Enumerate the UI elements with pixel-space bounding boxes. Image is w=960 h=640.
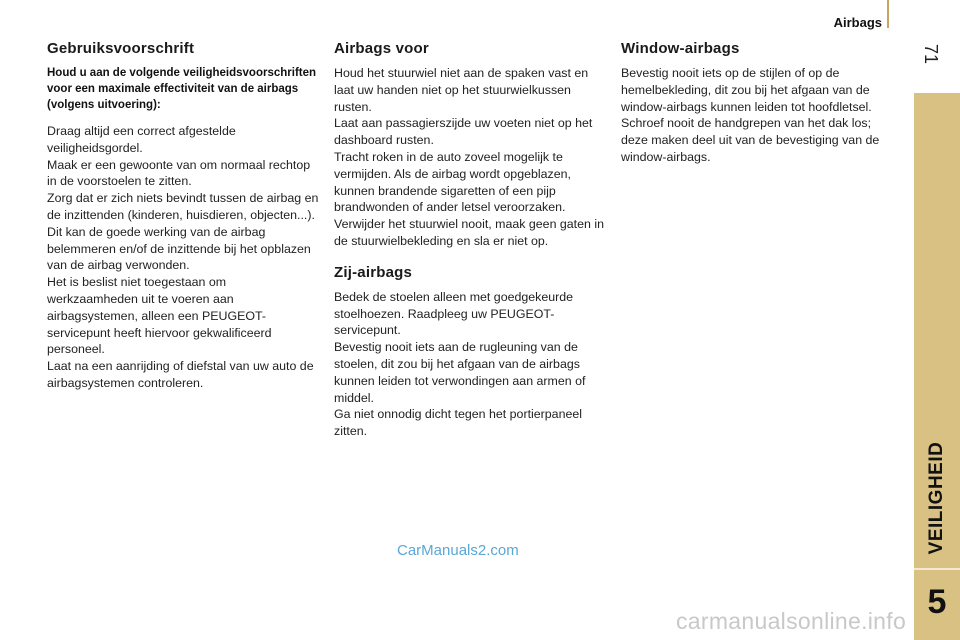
column-front-and-side-airbags	[334, 40, 606, 440]
section-header-title: Airbags	[833, 15, 882, 30]
chapter-number: 5	[927, 583, 947, 621]
side-airbags-heading: Zij-airbags	[334, 263, 413, 281]
section-gap	[334, 250, 606, 264]
paragraph-line: Schroef nooit de handgrepen van het dak los; deze maken deel uit van de bevestiging van de window-airbags.	[621, 116, 880, 164]
page-number: 71	[921, 43, 941, 65]
side-airbags-body	[334, 289, 606, 440]
sidebar-section-label	[914, 438, 960, 558]
paragraph-line: Zorg dat er zich niets bevindt tussen de airbag en de inzittenden (kinderen, huisdieren, objecten...).	[47, 191, 319, 222]
paragraph-line: Ga niet onnodig dicht tegen het portierpaneel zitten.	[334, 407, 582, 439]
paragraph-line: Maak er een gewoonte van om normaal rechtop in de voorstoelen te zitten.	[47, 157, 311, 189]
watermark-link[interactable]: CarManuals2.com	[397, 542, 519, 559]
window-airbags-heading: Window-airbags	[621, 40, 740, 57]
watermark-footer: carmanualsonline.info	[676, 608, 907, 634]
sidebar-divider	[914, 568, 960, 570]
paragraph-line-small: Verwijder het stuurwiel nooit, maak geen gaten in de stuurwielbekleding en sla er niet op.	[334, 217, 604, 248]
front-airbags-body	[334, 65, 606, 250]
sidebar-section-text: VEILIGHEID	[926, 441, 947, 555]
paragraph-line: Houd het stuurwiel niet aan de spaken vast en laat uw handen niet op het stuurwielkussen rusten.	[334, 66, 589, 114]
paragraph-line: Het is beslist niet toegestaan om werkzaamheden uit te voeren aan airbagsystemen, alleen een PEUGEOT-servicepunt heeft hiervoor gekwalificeerd personeel.	[47, 275, 272, 357]
paragraph-line: Bedek de stoelen alleen met goedgekeurde stoelhoezen. Raadpleeg uw PEUGEOT-servicepunt.	[334, 289, 574, 338]
usage-rules-lead: Houd u aan de volgende veiligheidsvoorschriften voor een maximale effectiviteit van de airbags (volgens uitvoering):	[47, 67, 317, 111]
paragraph-line: Dit kan de goede werking van de airbag belemmeren en/of de inzittende bij het opblazen van de airbag verwonden.	[47, 224, 311, 273]
chapter-sidebar	[914, 93, 960, 640]
paragraph-line: Bevestig nooit iets aan de rugleuning van de stoelen, dit zou bij het afgaan van de airbags kunnen leiden tot verwondingen aan armen of middel.	[334, 340, 586, 405]
header-rule	[887, 0, 889, 28]
column-usage-rules	[47, 40, 319, 392]
column-window-airbags	[621, 40, 896, 166]
paragraph-line: Laat aan passagierszijde uw voeten niet op het dashboard rusten.	[334, 116, 593, 148]
paragraph-line: Tracht roken in de auto zoveel mogelijk te vermijden. Als de airbag wordt opgeblazen, kunnen brandende sigaretten of een pijp brandwonden of ander letsel veroorzaken.	[334, 149, 571, 215]
usage-rules-heading: Gebruiksvoorschrift	[47, 40, 195, 57]
usage-rules-body	[47, 123, 319, 392]
paragraph-line: Draag altijd een correct afgestelde veiligheidsgordel.	[47, 124, 236, 155]
front-airbags-heading: Airbags voor	[334, 40, 429, 57]
paragraph-line: Bevestig nooit iets op de stijlen of op de hemelbekleding, dit zou bij het afgaan van de window-airbags kunnen leiden tot hoofdletsel.	[621, 66, 872, 114]
window-airbags-body	[621, 65, 896, 166]
paragraph-line: Laat na een aanrijding of diefstal van uw auto de airbagsystemen controleren.	[47, 359, 314, 390]
